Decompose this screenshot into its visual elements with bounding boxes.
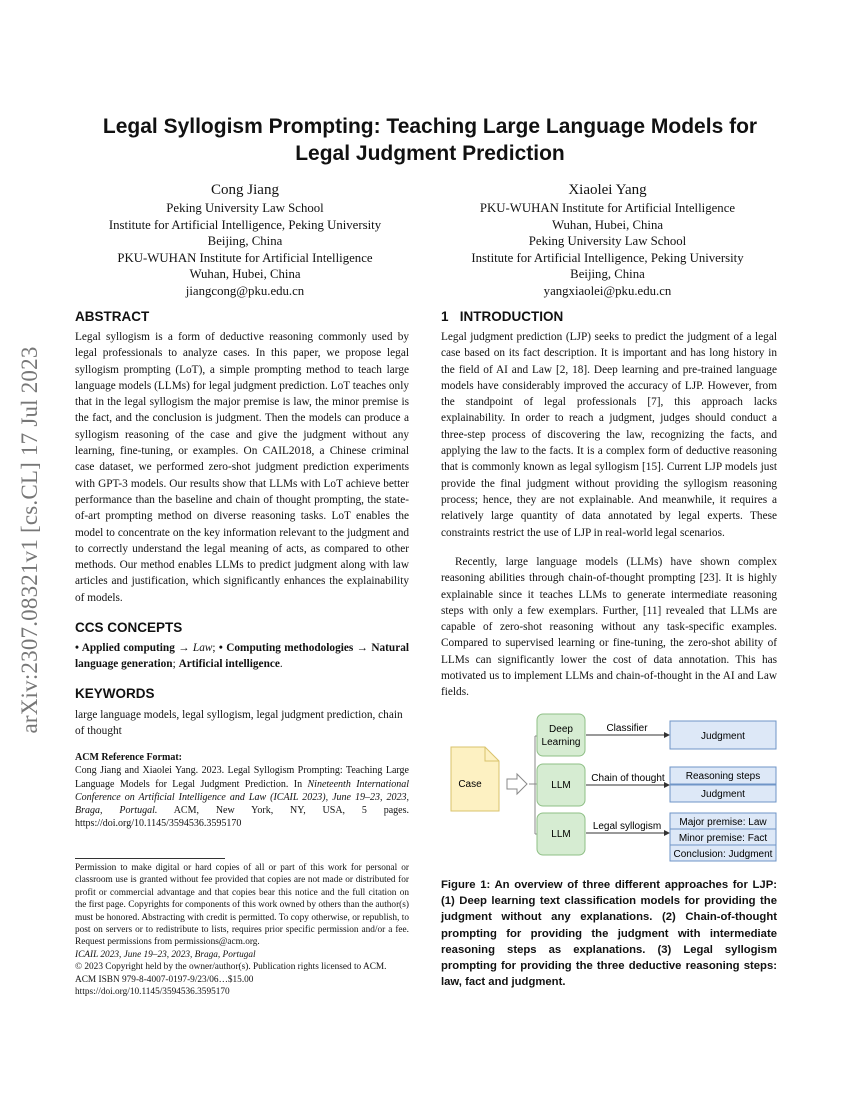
deep-learning-label: Deep <box>549 724 573 735</box>
acm-reference-text: ACM, New York, NY, USA, 5 pages. https://doi.org/10.1145/3594536.3595170 <box>75 805 409 830</box>
llm-label: LLM <box>551 829 571 840</box>
arrowhead-icon <box>664 782 670 788</box>
branch-connector <box>529 736 537 834</box>
ccs-separator: ; <box>172 658 179 671</box>
author-affiliation: Beijing, China <box>570 267 645 281</box>
paper-title <box>60 113 800 167</box>
author-affiliation: Peking University Law School <box>528 234 687 248</box>
arrowhead-icon <box>664 830 670 836</box>
keywords-heading: KEYWORDS <box>75 686 155 701</box>
ccs-separator: ; <box>212 642 219 654</box>
ccs-arrow: → <box>353 642 372 654</box>
ccs-term: Law <box>192 642 213 654</box>
author-email: yangxiaolei@pku.edu.cn <box>543 283 672 298</box>
footnote-doi: https://doi.org/10.1145/3594536.3595170 <box>75 987 230 998</box>
classifier-label: Classifier <box>606 723 648 734</box>
footnote-venue: ICAIL 2023, June 19–23, 2023, Braga, Portugal <box>75 949 256 960</box>
ccs-heading: CCS CONCEPTS <box>75 620 183 635</box>
chain-label: Chain of thought <box>591 773 665 784</box>
title-line-1: Legal Syllogism Prompting: Teaching Large Language Models for <box>102 115 758 138</box>
ccs-term: Artificial intelligence <box>178 658 280 671</box>
acm-reference <box>75 751 409 831</box>
author-name: Cong Jiang <box>211 182 279 198</box>
deep-learning-label: Learning <box>541 737 581 748</box>
keywords-text: large language models, legal syllogism, legal judgment prediction, chain of thought <box>75 709 403 738</box>
deep-learning-box <box>537 714 585 756</box>
footnote-isbn: ACM ISBN 979-8-4007-0197-9/23/06…$15.00 <box>75 974 254 985</box>
author-affiliation: Beijing, China <box>207 234 283 248</box>
permission-notice: Permission to make digital or hard copies of all or part of this work for personal or classroom use is granted without fee provided that copies are not made or distributed for profit or commercial advantage and that copies bear this notice and the full citation on the first page. Copyrights for components of this work owned by others than the author(s) must be honored. Abstracting with credit is permitted. To copy otherwise, or republish, to post on servers or to redistribute to lists, requires prior specific permission and/or a fee. Request permissions from permissions@acm.org. <box>75 863 409 948</box>
title-line-2: Legal Judgment Prediction <box>295 142 565 165</box>
author-affiliation: PKU-WUHAN Institute for Artificial Intelligence <box>479 201 736 215</box>
acm-reference-venue: Nineteenth International Conference on Artificial Intelligence and Law (ICAIL 2023), June 19–23, 2023, Braga, Portugal. <box>75 778 409 817</box>
section-title: INTRODUCTION <box>459 309 564 324</box>
author-block-1 <box>75 180 415 299</box>
author-name: Xiaolei Yang <box>568 182 647 198</box>
arrowhead-icon <box>664 732 670 738</box>
footnote-copyright: © 2023 Copyright held by the owner/author(s). Publication rights licensed to ACM. <box>75 962 387 973</box>
ccs-arrow: → <box>174 642 193 654</box>
author-affiliation: Wuhan, Hubei, China <box>551 217 664 232</box>
footnote <box>75 862 409 998</box>
acm-reference-text: Cong Jiang and Xiaolei Yang. 2023. Legal Syllogism Prompting: Teaching Large Language Models for Legal Judgment Prediction. In <box>75 765 409 790</box>
figure-1-caption: Figure 1: An overview of three different approaches for LJP: (1) Deep learning text classification models for providing the judgment without any explanations. (2) Chain-of-thought prompting for providing the judgment with intermediate reasoning steps as explanations. (3) Legal syllogism prompting for providing the three deductive reasoning steps: law, fact and judgment. <box>441 879 777 989</box>
judgment-label: Judgment <box>701 731 745 742</box>
author-affiliation: Institute for Artificial Intelligence, Peking University <box>108 217 382 232</box>
ccs-term: • Computing methodologies <box>218 642 354 654</box>
abstract-text: Legal syllogism is a form of deductive reasoning commonly used by legal professionals to analyze cases. In this paper, we propose legal syllogism prompting (LoT), a simple prompting method to teach large language models (LLMs) for legal judgment prediction. LoT teaches only that in the legal syllogism the major premise is law, the minor premise is the fact, and the conclusion is judgment. Then the models can produce a syllogism reasoning of the case and give the judgment without any learning, fine-tuning, or examples. On CAIL2018, a Chinese criminal case dataset, we performed zero-shot judgment prediction experiments with GPT-3 models. Our results show that LLMs with LoT achieve better performance than the baseline and chain of thought prompting, the state-of-art prompting method on diverse reasoning tasks. LoT enables the model to concentrate on the key information relevant to the judgment and to correctly understand the legal meaning of acts, as compared to other methods. Our method enables LLMs to predict judgment along with law articles and justification, which significantly enhances the explainability of models. <box>75 331 409 604</box>
acm-reference-heading: ACM Reference Format: <box>75 752 182 763</box>
input-arrow-icon <box>507 774 527 794</box>
llm-label: LLM <box>551 780 571 791</box>
abstract-heading: ABSTRACT <box>75 309 150 324</box>
author-block-2 <box>440 180 775 299</box>
author-affiliation: Wuhan, Hubei, China <box>189 267 301 281</box>
ccs-end: . <box>279 658 283 671</box>
intro-paragraph-1: Legal judgment prediction (LJP) seeks to predict the judgment of a legal case based on its fact description. It is important and has long history in the field of AI and Law [2, 18]. Deep learning and pre-trained language models have considerably improved the accuracy of LJP. However, from the standpoint of legal professionals [7], this approach lacks explainability. In order to reach a judgment, judges should conduct a three-step process of discovering the law, recognizing the facts, and applying the law to the facts. It is a complex form of deductive reasoning that is commonly known as legal syllogism [15]. Current LJP models just provide the final judgment without providing the syllogism reasoning process; hence, they are not explainable. And meanwhile, it requires a relatively large quantity of data annotated by legal experts. These constraints restrict the use of LJP in real-world legal scenarios. <box>441 331 777 539</box>
reasoning-steps-label: Reasoning steps <box>685 771 761 782</box>
arxiv-stamp-text: arXiv:2307.08321v1 [cs.CL] 17 Jul 2023 <box>17 346 42 734</box>
author-affiliation: PKU-WUHAN Institute for Artificial Intelligence <box>117 250 373 265</box>
author-affiliation: Peking University Law School <box>166 201 324 215</box>
judgment-label: Judgment <box>701 789 745 800</box>
intro-paragraph-2: Recently, large language models (LLMs) have shown complex reasoning abilities through chain-of-thought prompting [23]. It is highly explainable since it teaches LLMs to generate intermediate reasoning steps with only a few exemplars. Further, [11] revealed that LLMs are capable of zero-shot reasoning without any task-specific examples. Compared to supervised learning or fine-tuning, the zero-shot ability of LLMs can significantly lower the cost of data annotation. This has motivated us to implement LLMs and chain-of-thought in the AI and Law fields. <box>441 556 777 699</box>
minor-premise-label: Minor premise: Fact <box>678 833 768 844</box>
arxiv-stamp <box>10 300 50 780</box>
ccs-term: • Applied computing <box>75 642 175 654</box>
ccs-text <box>75 640 409 673</box>
syllogism-label: Legal syllogism <box>592 821 662 832</box>
author-email: jiangcong@pku.edu.cn <box>185 283 305 298</box>
intro-heading <box>441 309 563 324</box>
section-number: 1 <box>441 309 449 324</box>
ccs-term: Natural language generation <box>75 642 409 671</box>
case-label: Case <box>458 779 482 790</box>
footnote-rule <box>75 858 225 859</box>
figure-1-diagram <box>445 706 785 864</box>
major-premise-label: Major premise: Law <box>679 817 767 828</box>
author-affiliation: Institute for Artificial Intelligence, Peking University <box>471 250 744 265</box>
conclusion-label: Conclusion: Judgment <box>673 849 773 860</box>
